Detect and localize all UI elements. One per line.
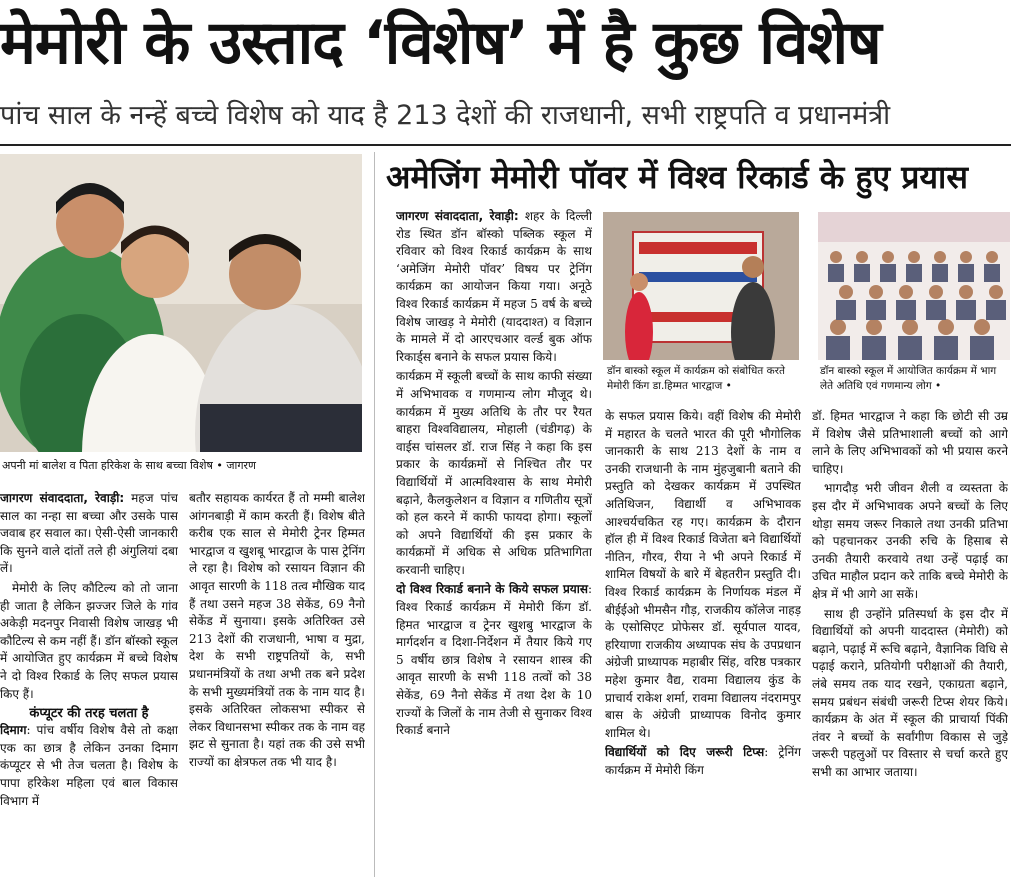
paragraph: : ट्रेनिंग कार्यक्रम में मेमोरी किंग — [605, 745, 801, 777]
paragraph: कार्यक्रम में स्कूली बच्चों के साथ काफी संख्या में अभिभावक व गणमान्य लोग मौजूद थे। कार्यक्रम में मुख्य अतिथि के तौर पर रैयत बाहरा विश्वविद्यालय, मोहाली (चंडीगढ़) के वाईस चांसलर डॉ. राज सिंह ने कहा कि इस प्रकार के कार्यक्रमों से निश्चित तौर पर विद्यार्थियों में आत्मविश्वास के साथ मेमोरी बढ़ाने, कैलकुलेशन व विज्ञान व गणितीय सूत्रों को हल करने में काफी फायदा होगा। स्कूलों को अपने विद्यार्थियों की इस प्रकार के कार्यक्रमों में अधिक से अधिक प्रतिभागिता करवानी चाहिए। — [396, 369, 592, 577]
family-photo — [0, 154, 362, 452]
paragraph: महज पांच साल का नन्हा सा बच्चा और उसके पास जवाब हर सवाल का। ऐसी-ऐसी जानकारी कि सुनने वाले दांतों तले ही अंगुलियां दबा लें। — [0, 491, 178, 576]
dateline: जागरण संवाददाता, रेवाड़ी: — [396, 209, 519, 223]
family-photo-caption: अपनी मां बालेश व पिता हरिकेश के साथ बच्चा विशेष • जागरण — [2, 459, 256, 472]
audience-photo-image — [818, 212, 1010, 360]
stage-photo — [603, 212, 799, 360]
right-article-col3 — [812, 408, 1008, 880]
header-rule — [0, 144, 1011, 146]
paragraph: साथ ही उन्होंने प्रतिस्पर्धा के इस दौर में विद्यार्थियों को अपनी याददास्त (मेमोरी) को बढ़ाने, पढ़ाई में रूचि बढ़ाने, वैज्ञानिक विधि से पढ़ाई कराने, प्रतियोगी परीक्षाओं की तैयारी, लंबे समय तक याद रखने, एकाग्रता बढ़ाने, समय प्रबंधन संबंधी जरूरी टिप्स शेयर किये। कार्यक्रम के अंत में स्कूल की प्राचार्या पिंकी तंवर ने बच्चों के सर्वांगीण विकास से जुड़े जरूरी पहलुओं पर विस्तार से चर्चा करते हुए सभी का आभार जताया। — [812, 606, 1008, 779]
right-article-col1 — [396, 208, 592, 880]
stage-photo-image — [603, 212, 799, 360]
paragraph: बतौर सहायक कार्यरत हैं तो मम्मी बालेश आंगनबाड़ी में काम करती हैं। विशेष बीते करीब एक साल से मेमोरी ट्रेनर हिम्मत भारद्वाज व खुशबू भारद्वाज के पास ट्रेनिंग ले रहा है। विशेष को रसायन विज्ञान की आवृत सारणी के 118 तत्व मौखिक याद हैं तथा उसने महज 38 सेकेंड, 69 नैनो सेकेंड में सुनाया। इसके अतिरिक्त उसे 213 देशों की राजधानी, भाषा व मुद्रा, देश के सभी राष्ट्रपतियों के, सभी प्रधानमंत्रियों के तथा अभी तक बने प्रदेश के सभी मुख्यमंत्रियों तक के नाम याद है। इसके अतिरिक्त लोकसभा स्पीकर से लेकर विधानसभा स्पीकर तक के नाम वह झट से सुनाता है। यहां तक की उसे सभी राज्यों का क्षेत्रफल तक भी याद है। — [189, 491, 365, 769]
paragraph: : पांच वर्षीय विशेष वैसे तो कक्षा एक का छात्र है लेकिन उनका दिमाग कंप्यूटर से भी तेज चलता है। विशेष के पापा हरिकेश महिला एवं बाल विकास विभाग में — [0, 723, 178, 808]
headline: मेमोरी के उस्ताद ‘विशेष’ में है कुछ विशेष — [0, 8, 881, 78]
paragraph: भागदौड़ भरी जीवन शैली व व्यस्तता के इस दौर में अभिभावक अपने बच्चों के लिए थोड़ा समय जरूर निकाले तथा उनकी प्रतिभा को पहचानकर उनकी रुचि के हिसाब से उनकी तैयारी करवाये तथा उन्हें पढ़ाई का उचित माहौल प्रदान करे ताकि बच्चे मेमोरी के क्षेत्र में भी आगे आ सकें। — [812, 481, 1008, 601]
section-heading: दो विश्व रिकार्ड बनाने के किये सफल प्रयास — [396, 582, 588, 597]
paragraph: के सफल प्रयास किये। वहीं विशेष की मेमोरी में महारत के चलते भारत की पूरी भौगोलिक जानकारी के साथ 213 देशों के नाम व उनकी राजधानी के नाम मुंहजुबानी बताने की प्रस्तुति को देखकर कार्यक्रम में उपस्थित अतिथिजन, विद्यार्थी व अभिभावक आश्चर्यचकित रह गए। कार्यक्रम के दौरान हॉल ही में विश्व रिकार्ड विजेता बने विद्यार्थियों नीतिन, गौरव, रीया ने भी अपने रिकार्ड में शामिल विषयों के बारे में बेहतरीन प्रस्तुति दी। विश्व रिकार्ड कार्यक्रम के निर्णायक मंडल में बीईईओ भीमसैन गौड़, राजकीय कॉलेज नाहड़ के एसोसिएट प्रोफेसर डॉ. सूर्यपाल यादव, हरियाणा राजकीय अध्यापक संघ के उपप्रधान अंग्रेजी प्राध्यापक महाबीर सिंह, वरिष्ठ पत्रकार महेश कुमार वैद्य, रावमा विद्यालय कुंड के प्राचार्य राकेश शर्मा, रावमा विद्यालय नंदरामपुर बास के अंग्रेजी प्राध्यापक विनोद कुमार शामिल थे। — [605, 409, 801, 740]
subhead: अमेजिंग मेमोरी पॉवर में विश्व रिकार्ड के हुए प्रयास — [386, 158, 968, 196]
audience-photo — [818, 212, 1010, 360]
paragraph: डॉ. हिमत भारद्वाज ने कहा कि छोटी सी उम्र में विशेष जैसे प्रतिभाशाली बच्चों को आगे लाने के लिए अभिभावकों को भी प्रयास करने चाहिए। — [812, 409, 1008, 476]
paragraph: मेमोरी के लिए कौटिल्य को तो जाना ही जाता है लेकिन झज्जर जिले के गांव अकेड़ी मदनपुर निवासी विशेष जाखड़ भी कौटिल्य से कम नहीं हैं। डॉन बॉस्को स्कूल में आयोजित हुए कार्यक्रम में बच्चे विशेष ने दो विश्व रिकार्ड के लिए सफल प्रयास किए हैं। — [0, 580, 178, 701]
right-article-col2 — [605, 408, 801, 880]
audience-photo-caption: डॉन बास्को स्कूल में आयोजित कार्यक्रम में भाग लेते अतिथि एवं गणमान्य लोग • — [820, 365, 997, 392]
left-article-col1 — [0, 490, 178, 880]
dateline: जागरण संवाददाता, रेवाड़ी: — [0, 491, 125, 505]
paragraph: शहर के दिल्ली रोड स्थित डॉन बॉस्को पब्लिक स्कूल में रविवार को विश्व रिकार्ड कार्यक्रम के साथ ‘अमेजिंग मेमोरी पॉवर’ विषय पर ट्रेनिंग कार्यक्रम का आयोजन किया गया। अनूठे विश्व रिकार्ड कार्यक्रम में महज 5 वर्ष के बच्चे विशेष जाखड़ ने मेमोरी (याददाश्त) व विज्ञान के मामले में दो आरएचआर वर्ल्ड बुक ऑफ रिकार्ड्स बनाने के सफल प्रयास किये। — [396, 209, 592, 364]
stage-photo-caption: डॉन बास्को स्कूल में कार्यक्रम को संबोधित करते मेमोरी किंग डा.हिम्मत भारद्वाज • — [607, 365, 785, 392]
left-article-col2 — [189, 490, 365, 880]
deck-subtitle: पांच साल के नन्हें बच्चे विशेष को याद है 213 देशों की राजधानी, सभी राष्ट्रपति व प्रधानमंत्री — [0, 100, 891, 131]
column-divider — [374, 152, 375, 877]
paragraph: : विश्व रिकार्ड कार्यक्रम में मेमोरी किंग डॉ. हिमत भारद्वाज व ट्रेनर खुशबु भारद्वाज के मार्गदर्शन व दिशा-निर्देशन में तैयार किये गए 5 वर्षीय छात्र विशेष ने रसायन शास्त्र की आवृत सारणी के सभी 118 तत्वों को 38 सेकेंड, 69 नैनो सेकेंड में तथा देश के 10 राज्यों के जिलों के नाम तेजी से सुनाकर विश्व रिकार्ड बनाने — [396, 582, 592, 738]
section-lead: दिमाग — [0, 723, 27, 738]
section-heading: कंप्यूटर की तरह चलता है — [29, 706, 149, 722]
section-heading: विद्यार्थियों को दिए जरूरी टिप्स — [605, 745, 765, 760]
family-photo-image — [0, 154, 362, 452]
